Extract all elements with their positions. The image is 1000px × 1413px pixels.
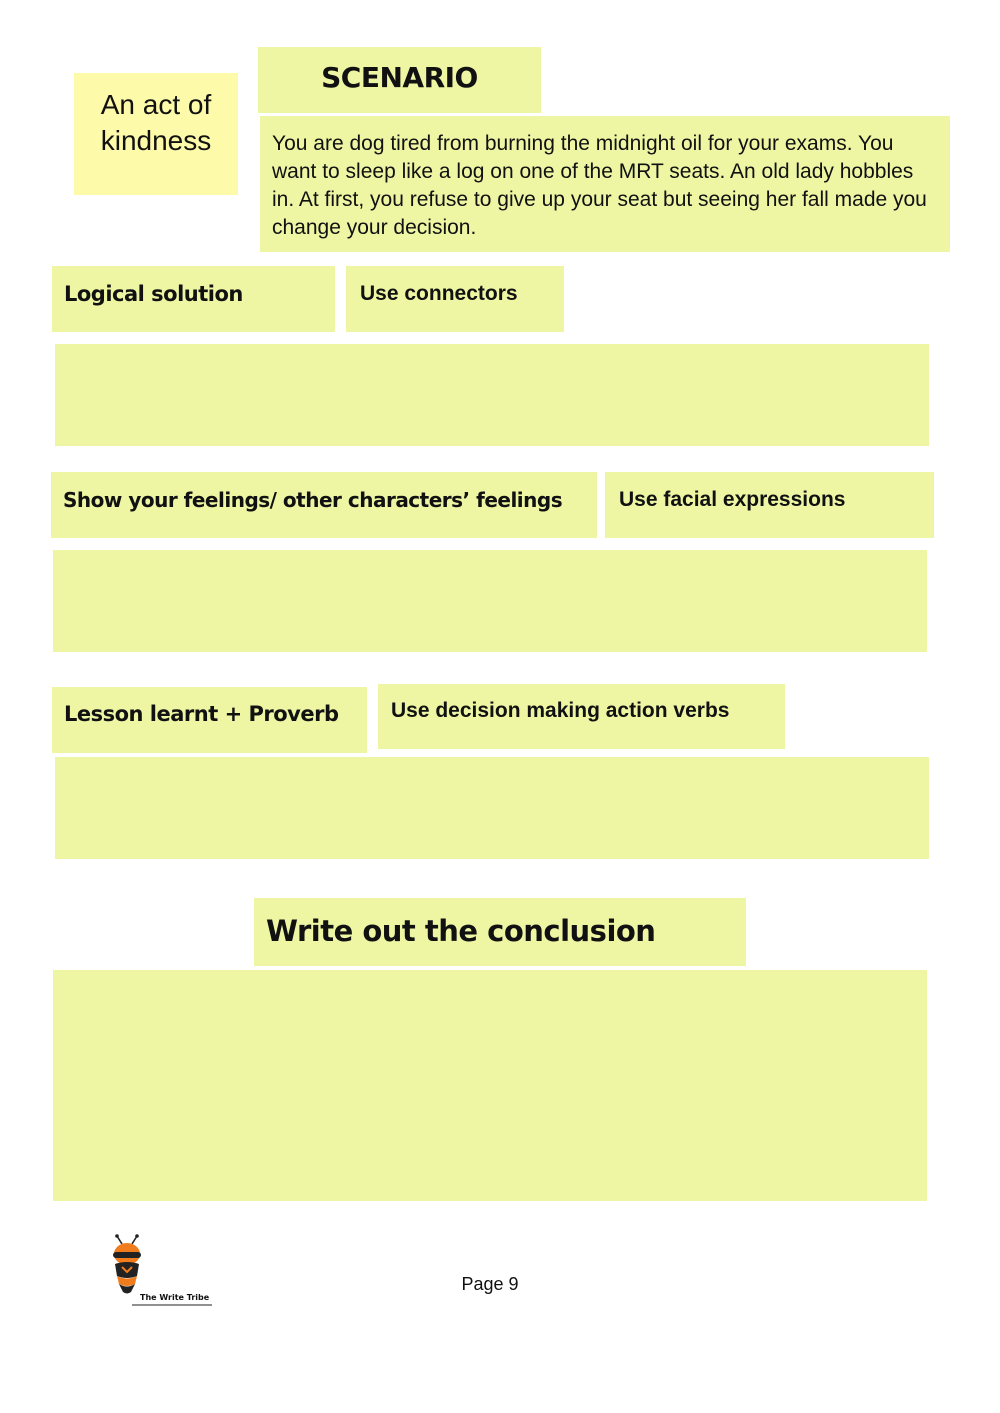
section-hint-facial-expressions: Use facial expressions [605,472,934,538]
section-hint-action-verbs: Use decision making action verbs [378,684,785,749]
brand-name: The Write Tribe [140,1293,210,1302]
answer-box-conclusion[interactable] [53,970,927,1201]
answer-box-feelings[interactable] [53,550,927,652]
scenario-text: You are dog tired from burning the midnight oil for your exams. You want to sleep like a log on one of the MRT seats. An old lady hobbles in. At first, you refuse to give up your seat but seeing her fall made you change your decision. [260,116,950,252]
section-hint-connectors: Use connectors [346,266,564,332]
section-label-lesson-learnt: Lesson learnt + Proverb [52,687,367,753]
section-label-feelings: Show your feelings/ other characters’ feelings [51,472,597,538]
answer-box-logical-solution[interactable] [55,344,929,446]
page-number: Page 9 [461,1274,519,1294]
scenario-title: SCENARIO [258,47,541,113]
conclusion-title: Write out the conclusion [254,898,746,966]
topic-title: An act of kindness [74,73,238,195]
answer-box-lesson-learnt[interactable] [55,757,929,859]
section-label-logical-solution: Logical solution [52,266,335,332]
